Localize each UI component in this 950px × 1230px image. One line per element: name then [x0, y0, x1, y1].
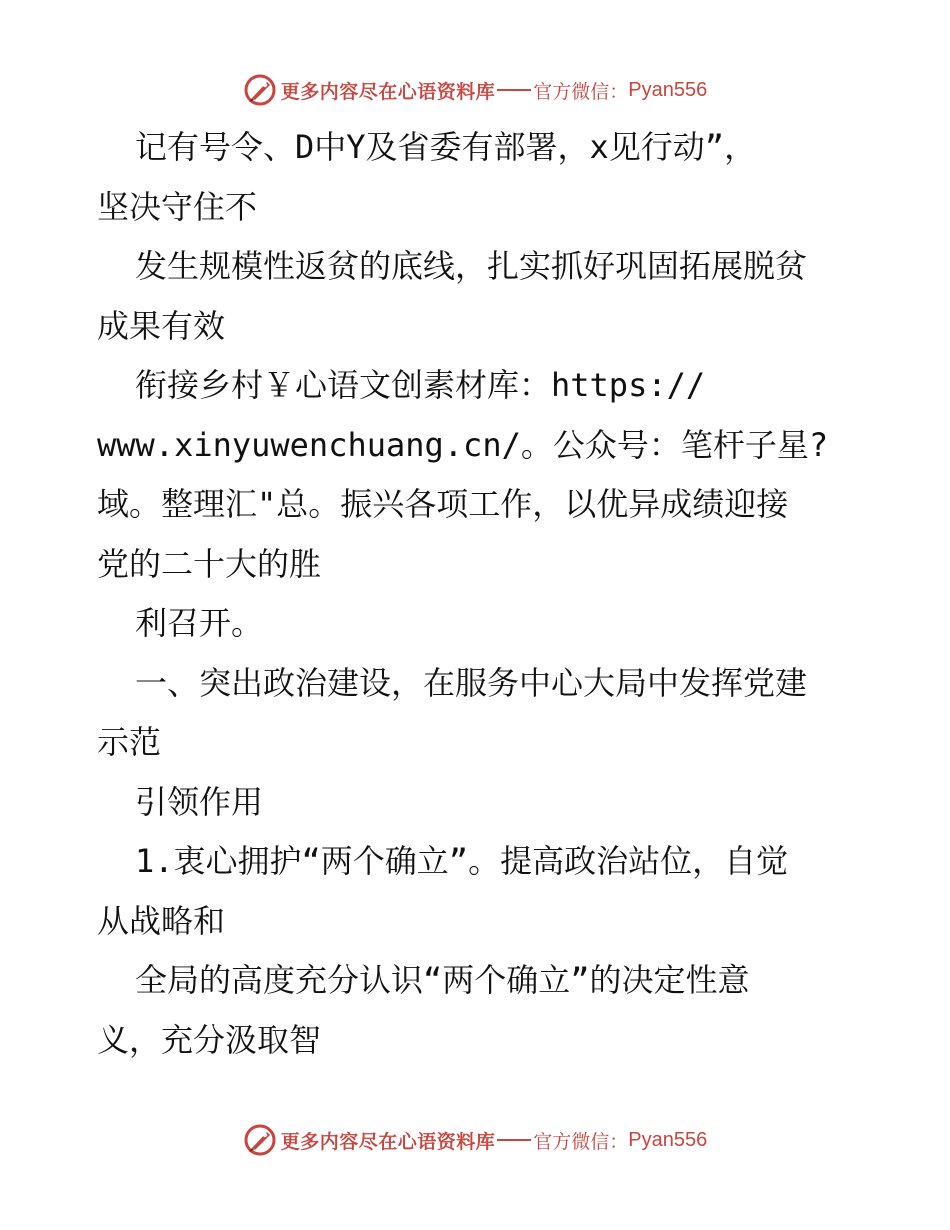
body-line: 坚决守住不 [97, 187, 258, 226]
header-separator [497, 89, 531, 91]
body-line: 义，充分汲取智 [97, 1020, 322, 1059]
body-line: 发生规模性返贫的底线，扎实抓好巩固拓展脱贫 [135, 247, 808, 285]
body-line: 域。整理汇"总。振兴各项工作，以优异成绩迎接 [97, 485, 789, 523]
body-line: 成果有效 [97, 306, 226, 345]
header-wechat-id: Pyan556 [628, 78, 708, 101]
body-line: 党的二十大的胜 [97, 544, 322, 583]
body-line: 利召开。 [135, 604, 264, 642]
body-line: 1.衷心拥护“两个确立”。提高政治站位，自觉 [135, 842, 789, 880]
footer-wechat-label: 官方微信： [533, 1130, 629, 1153]
body-line: 从战略和 [97, 901, 226, 940]
header-wechat-label: 官方微信： [533, 80, 629, 103]
body-line: 全局的高度充分认识“两个确立”的决定性意 [135, 961, 750, 999]
footer-brand-text: 更多内容尽在心语资料库 [280, 1130, 496, 1153]
header-brand-text: 更多内容尽在心语资料库 [280, 80, 496, 103]
body-line: www.xinyuwenchuang.cn/。公众号：笔杆子星? [97, 425, 829, 464]
document-body [97, 118, 867, 1070]
footer-wechat-id: Pyan556 [628, 1128, 708, 1151]
pen-quill-logo-icon [243, 1123, 277, 1157]
pen-quill-logo-icon [243, 73, 277, 107]
section-heading: 一、突出政治建设，在服务中心大局中发挥党建 [135, 663, 808, 702]
footer-banner [0, 1120, 950, 1160]
footer-separator [497, 1139, 531, 1141]
body-line: 衔接乡村￥心语文创素材库：https:// [135, 366, 706, 404]
header-banner [0, 70, 950, 110]
body-line: 引领作用 [135, 782, 264, 821]
body-line: 记有号令、D中Y及省委有部署，x见行动”， [135, 128, 757, 166]
body-line: 示范 [97, 723, 162, 761]
